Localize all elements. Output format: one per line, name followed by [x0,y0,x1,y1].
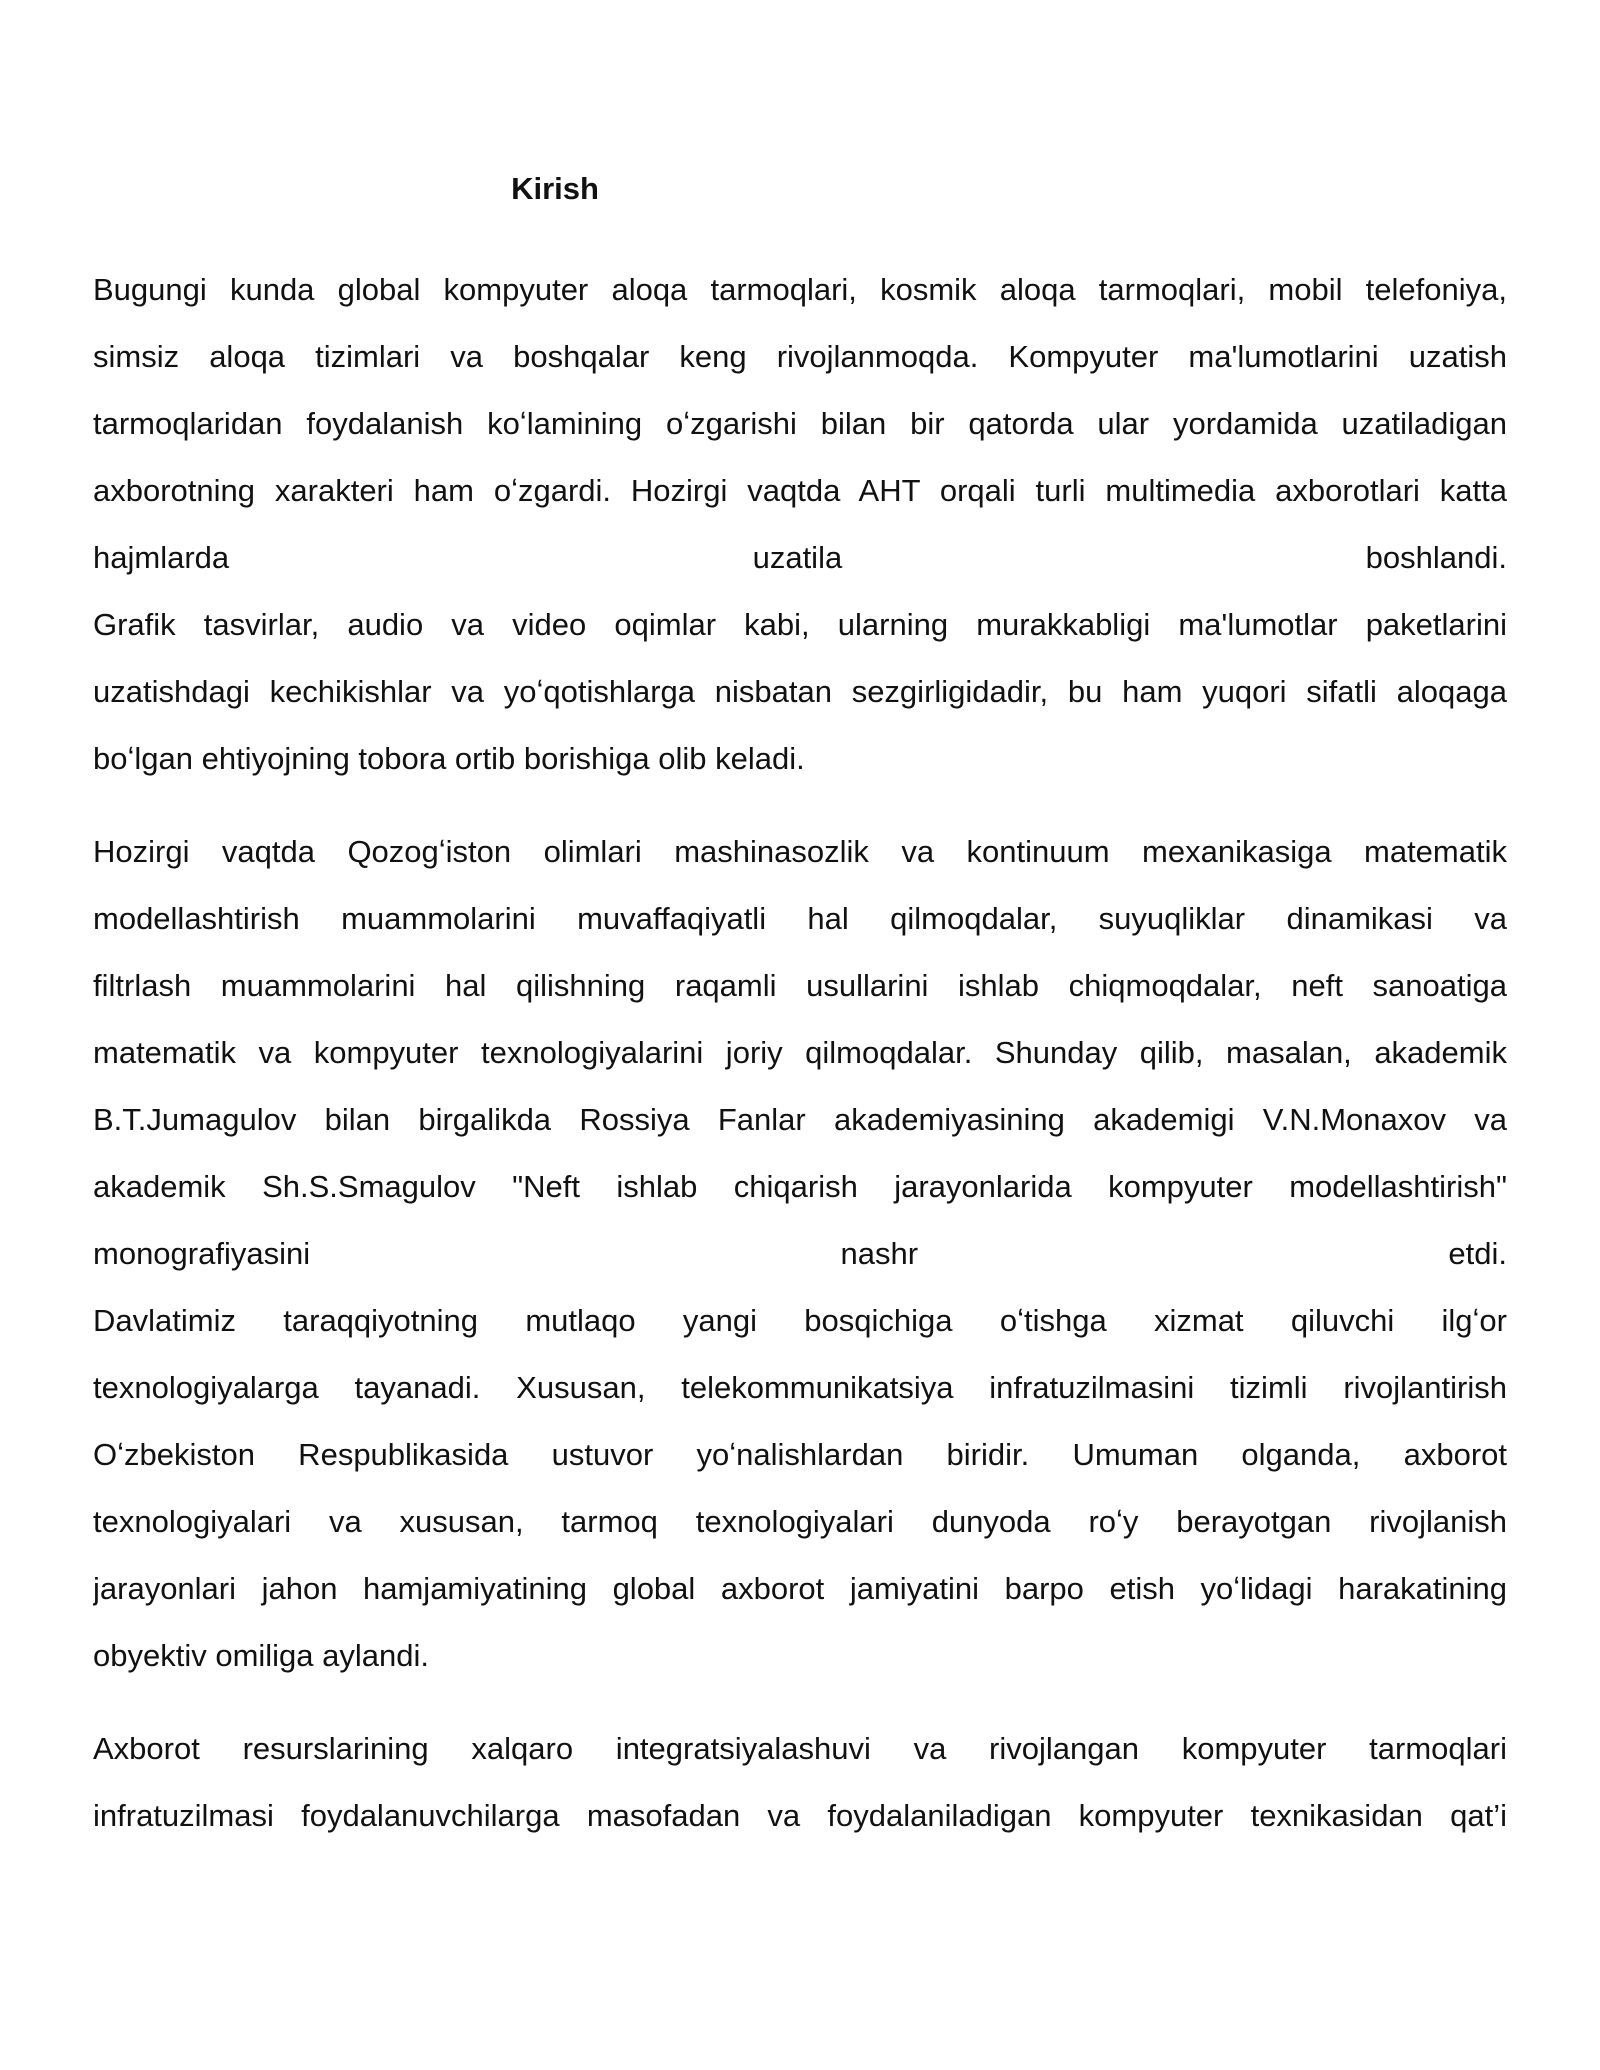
text-line: Hozirgi vaqtda Qozogʻiston olimlari mashinasozlik va kontinuum mexanikasiga matematik [93,834,1507,869]
text-line: infratuzilmasi foydalanuvchilarga masofadan va foydalaniladigan kompyuter texnikasidan qat’i [93,1798,1507,1833]
text-line: simsiz aloqa tizimlari va boshqalar keng rivojlanmoqda. Kompyuter ma'lumotlarini uzatish [93,339,1507,374]
text-line: texnologiyalarga tayanadi. Xususan, telekommunikatsiya infratuzilmasini tizimli rivojlantirish [93,1370,1507,1405]
text-line: Bugungi kunda global kompyuter aloqa tarmoqlari, kosmik aloqa tarmoqlari, mobil telefoniya, [93,272,1507,307]
paragraph-2 [93,818,1507,1689]
text-line: akademik Sh.S.Smagulov "Neft ishlab chiqarish jarayonlarida kompyuter modellashtirish" [93,1169,1507,1204]
text-line: obyektiv omiliga aylandi. [93,1638,430,1673]
paragraph-1 [93,256,1507,792]
text-line: texnologiyalari va xususan, tarmoq texnologiyalari dunyoda roʻy berayotgan rivojlanish [93,1504,1507,1539]
text-line: filtrlash muammolarini hal qilishning raqamli usullarini ishlab chiqmoqdalar, neft sanoatiga [93,968,1507,1003]
text-line: modellashtirish muammolarini muvaffaqiyatli hal qilmoqdalar, suyuqliklar dinamikasi va [93,901,1507,936]
document-title: Kirish [511,171,599,206]
text-line: Axborot resurslarining xalqaro integratsiyalashuvi va rivojlangan kompyuter tarmoqlari [93,1731,1507,1766]
text-line: axborotning xarakteri ham oʻzgardi. Hozirgi vaqtda AHT orqali turli multimedia axborotlari katta [93,473,1507,508]
text-line: tarmoqlaridan foydalanish koʻlamining oʻzgarishi bilan bir qatorda ular yordamida uzatiladigan [93,406,1507,441]
text-line: hajmlarda uzatila boshlandi. [93,540,1507,575]
paragraph-3 [93,1715,1507,1849]
text-line: monografiyasini nashr etdi. [93,1236,1507,1271]
document-body [93,256,1507,1875]
text-line: B.T.Jumagulov bilan birgalikda Rossiya Fanlar akademiyasining akademigi V.N.Monaxov va [93,1102,1507,1137]
text-line: boʻlgan ehtiyojning tobora ortib borishiga olib keladi. [93,741,805,776]
text-line: Oʻzbekiston Respublikasida ustuvor yoʻnalishlardan biridir. Umuman olganda, axborot [93,1437,1507,1472]
text-line: Grafik tasvirlar, audio va video oqimlar kabi, ularning murakkabligi ma'lumotlar paketlarini [93,607,1507,642]
text-line: uzatishdagi kechikishlar va yoʻqotishlarga nisbatan sezgirligidadir, bu ham yuqori sifatli aloqaga [93,674,1507,709]
text-line: matematik va kompyuter texnologiyalarini joriy qilmoqdalar. Shunday qilib, masalan, akademik [93,1035,1507,1070]
text-line: Davlatimiz taraqqiyotning mutlaqo yangi bosqichiga oʻtishga xizmat qiluvchi ilgʻor [93,1303,1507,1338]
text-line: jarayonlari jahon hamjamiyatining global axborot jamiyatini barpo etish yoʻlidagi harakatining [93,1571,1507,1606]
